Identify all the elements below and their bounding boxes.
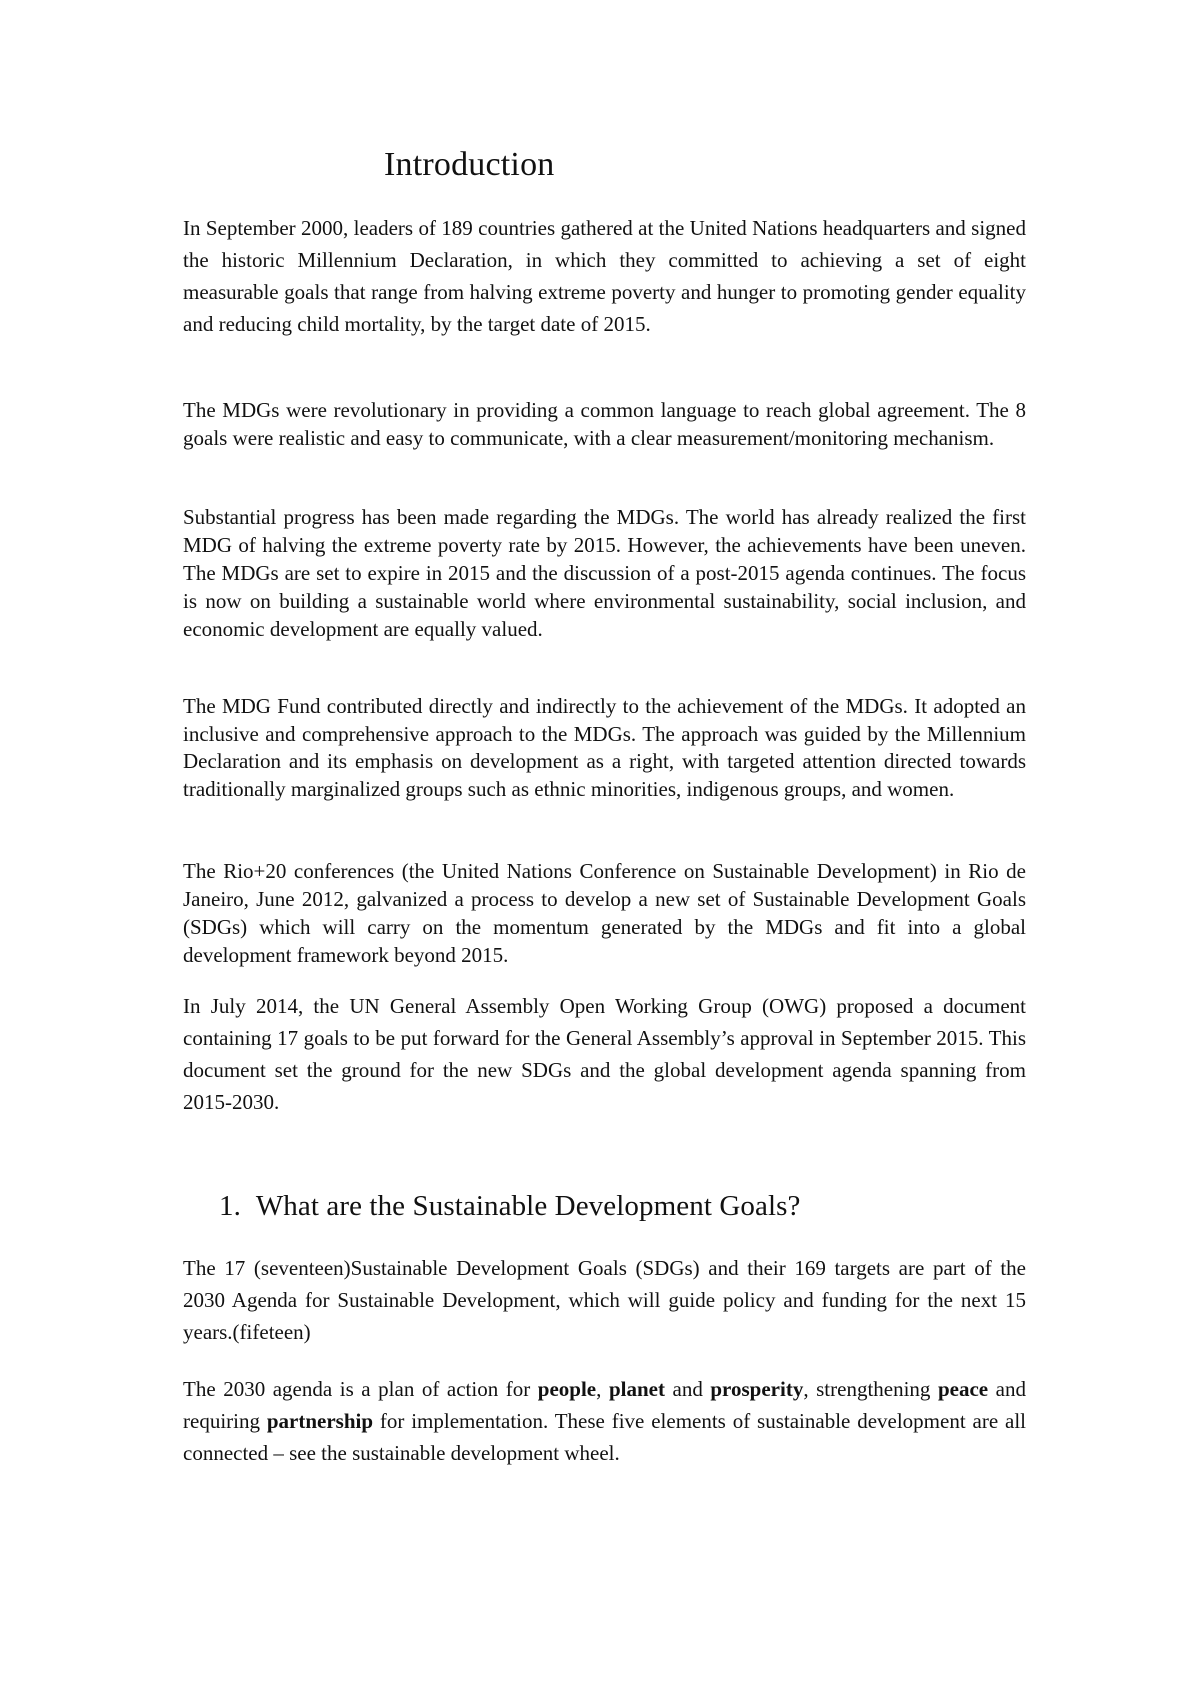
page-title: Introduction bbox=[384, 146, 555, 183]
section-paragraph-2 bbox=[183, 1373, 1026, 1469]
text-segment: , bbox=[596, 1377, 609, 1401]
text-segment: The 2030 agenda is a plan of action for bbox=[183, 1377, 538, 1401]
bold-term-partnership: partnership bbox=[266, 1409, 374, 1433]
section-number: 1. bbox=[219, 1190, 241, 1222]
section-heading bbox=[219, 1190, 800, 1223]
bold-term-planet: planet bbox=[608, 1377, 665, 1401]
intro-paragraph-2: The MDGs were revolutionary in providing a common language to reach global agreement. The 8 goals were realistic and easy to communicate, with a clear measurement/monitoring mechanism. bbox=[183, 398, 1026, 450]
bold-term-people: people bbox=[537, 1377, 597, 1401]
text-segment: and requiring bbox=[183, 1377, 1027, 1433]
intro-paragraph-4: The MDG Fund contributed directly and indirectly to the achievement of the MDGs. It adopted an inclusive and comprehensive approach to the MDGs. The approach was guided by the Millennium Declaration and its emphasis on development as a right, with targeted attention directed towards traditionally marginalized groups such as ethnic minorities, indigenous groups, and women. bbox=[183, 694, 1026, 801]
intro-paragraph-5: The Rio+20 conferences (the United Nations Conference on Sustainable Development) in Rio de Janeiro, June 2012, galvanized a process to develop a new set of Sustainable Development Goals (SDGs) which will carry on the momentum generated by the MDGs and fit into a global development framework beyond 2015. bbox=[183, 859, 1026, 967]
intro-paragraph-3: Substantial progress has been made regarding the MDGs. The world has already realized the first MDG of halving the extreme poverty rate by 2015. However, the achievements have been uneven. The MDGs are set to expire in 2015 and the discussion of a post-2015 agenda continues. The focus is now on building a sustainable world where environmental sustainability, social inclusion, and economic development are equally valued. bbox=[183, 505, 1026, 641]
text-segment: and bbox=[664, 1377, 711, 1401]
intro-paragraph-6: In July 2014, the UN General Assembly Open Working Group (OWG) proposed a document containing 17 goals to be put forward for the General Assembly’s approval in September 2015. This document set the ground for the new SDGs and the global development agenda spanning from 2015-2030. bbox=[183, 994, 1026, 1114]
section-heading-text: What are the Sustainable Development Goals? bbox=[255, 1190, 801, 1222]
bold-term-prosperity: prosperity bbox=[710, 1377, 804, 1401]
text-segment: , strengthening bbox=[803, 1377, 938, 1401]
intro-paragraph-1: In September 2000, leaders of 189 countries gathered at the United Nations headquarters and signed the historic Millennium Declaration, in which they committed to achieving a set of eight measurable goals that range from halving extreme poverty and hunger to promoting gender equality and reducing child mortality, by the target date of 2015. bbox=[183, 216, 1026, 336]
text-segment: for implementation. These five elements of sustainable development are all connected – see the sustainable development wheel. bbox=[183, 1409, 1026, 1465]
bold-term-peace: peace bbox=[937, 1377, 989, 1401]
section-paragraph-1: The 17 (seventeen)Sustainable Development Goals (SDGs) and their 169 targets are part of the 2030 Agenda for Sustainable Development, which will guide policy and funding for the next 15 years.(fifeteen) bbox=[183, 1256, 1026, 1344]
